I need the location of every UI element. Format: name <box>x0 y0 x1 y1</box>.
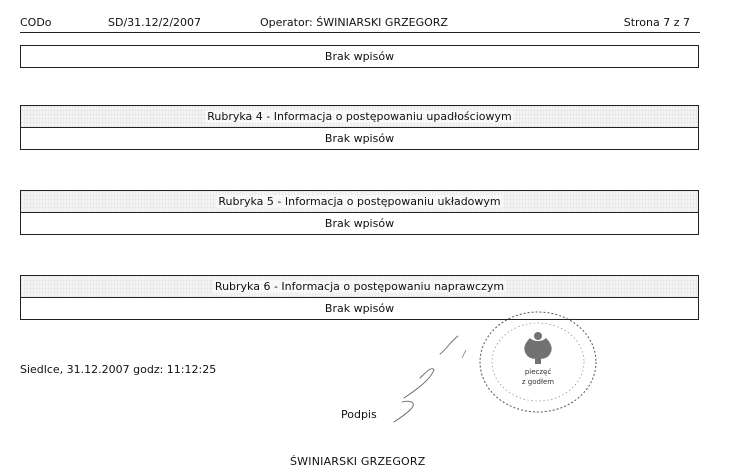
official-stamp-icon <box>468 308 608 416</box>
section-value: Brak wpisów <box>324 217 395 230</box>
page-header <box>20 15 700 33</box>
signer-name: ŚWINIARSKI GRZEGORZ <box>290 455 426 465</box>
operator-name: Operator: ŚWINIARSKI GRZEGORZ <box>260 16 448 29</box>
section-title: Rubryka 6 - Informacja o postępowaniu naprawczym <box>21 276 698 298</box>
svg-text:z godłem: z godłem <box>521 378 555 386</box>
previous-section-continuation <box>20 45 699 68</box>
section-value: Brak wpisów <box>324 302 395 315</box>
page-number: Strona 7 z 7 <box>623 16 690 29</box>
signature-label: Podpis <box>341 408 377 421</box>
section-value: Brak wpisów <box>324 50 395 63</box>
register-code: CODo <box>20 16 52 29</box>
section-rubryka-4 <box>20 105 699 150</box>
section-title: Rubryka 4 - Informacja o postępowaniu upadłościowym <box>21 106 698 128</box>
place-and-date: Siedlce, 31.12.2007 godz: 11:12:25 <box>20 363 217 376</box>
svg-text:pieczęć: pieczęć <box>524 368 552 376</box>
section-rubryka-5 <box>20 190 699 235</box>
case-number: SD/31.12/2/2007 <box>108 16 202 29</box>
section-title: Rubryka 5 - Informacja o postępowaniu układowym <box>21 191 698 213</box>
section-value: Brak wpisów <box>324 132 395 145</box>
